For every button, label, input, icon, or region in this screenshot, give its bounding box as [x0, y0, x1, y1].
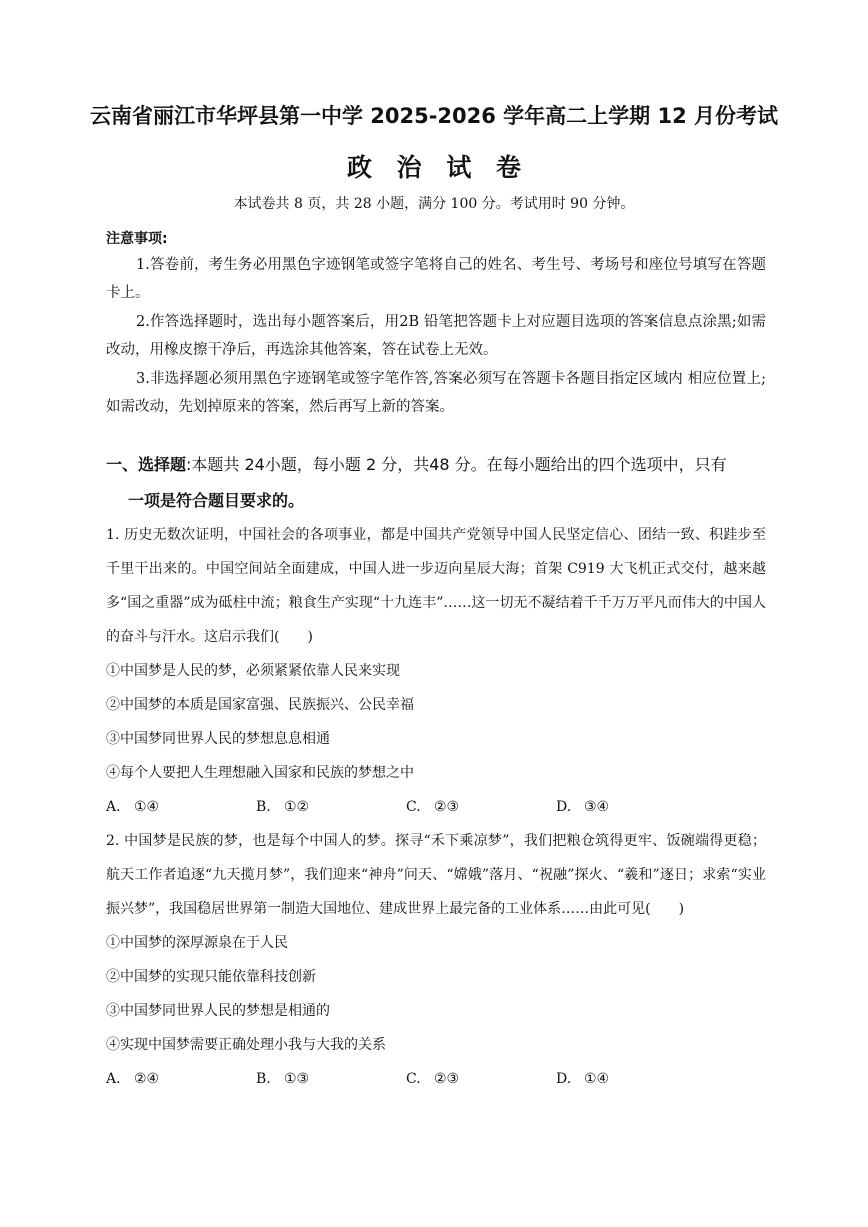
option-letter: C. [406, 799, 421, 815]
answer-option-b[interactable] [256, 790, 406, 824]
question-statement: ③中国梦同世界人民的梦想是相通的 [106, 1003, 330, 1019]
option-text: ②③ [434, 799, 460, 815]
option-letter: A. [106, 799, 121, 815]
option-letter: C. [406, 1071, 421, 1087]
answer-option-d[interactable] [556, 1062, 706, 1096]
question-2 [106, 824, 766, 1096]
option-text: ②③ [434, 1071, 460, 1087]
question-statement: ①中国梦是人民的梦，必须紧紧依靠人民来实现 [106, 663, 400, 679]
section-instructions: :本题共 24小题，每小题 2 分，共48 分。在每小题给出的四个选项中，只有 [186, 455, 727, 474]
answer-option-b[interactable] [256, 1062, 406, 1096]
option-text: ①④ [584, 1071, 610, 1087]
question-stem: 2. 中国梦是民族的梦，也是每个中国人的梦。探寻“禾下乘凉梦”，我们把粮仓筑得更牢、饭碗端得更稳；航天工作者追逐“九天揽月梦”，我们迎来“神舟”问天、“嫦娥”落月、“祝融”探火、“羲和”逐日；求索“实业振兴梦”，我国稳居世界第一制造大国地位、建成世界上最完备的工业体系……由此可见( ) [106, 833, 766, 917]
option-letter: D. [556, 1071, 572, 1087]
option-text: ①④ [134, 799, 160, 815]
question-statement: ①中国梦的深厚源泉在于人民 [106, 935, 288, 951]
answer-option-a[interactable] [106, 1062, 256, 1096]
notes-heading: 注意事项: [106, 231, 168, 247]
school-title: 云南省丽江市华坪县第一中学 2025-2026 学年高二上学期 12 月份考试 [89, 104, 779, 128]
question-statement: ②中国梦的本质是国家富强、民族振兴、公民幸福 [106, 697, 414, 713]
question-statement: ④实现中国梦需要正确处理小我与大我的关系 [106, 1037, 386, 1053]
answer-option-d[interactable] [556, 790, 706, 824]
questions-list [106, 518, 766, 1096]
question-statement: ③中国梦同世界人民的梦想息息相通 [106, 731, 330, 747]
option-text: ①② [284, 799, 310, 815]
answer-option-c[interactable] [406, 790, 556, 824]
notes-item: 1.答卷前，考生务必用黑色字迹钢笔或签字笔将自己的姓名、考生号、考场号和座位号填写在答题卡上。 [106, 257, 766, 301]
option-text: ②④ [134, 1071, 160, 1087]
answer-option-a[interactable] [106, 790, 256, 824]
question-stem: 1. 历史无数次证明，中国社会的各项事业，都是中国共产党领导中国人民坚定信心、团结一致、积跬步至千里干出来的。中国空间站全面建成，中国人进一步迈向星辰大海；首架 C919 大飞机正式交付，越来越多“国之重器”成为砥柱中流；粮食生产实现“十九连丰”……这一切无不凝结着千千万万平凡而伟大的中国人的奋斗与汗水。这启示我们( ) [106, 527, 766, 645]
option-letter: D. [556, 799, 572, 815]
question-statement: ④每个人要把人生理想融入国家和民族的梦想之中 [106, 765, 414, 781]
notes-item: 2.作答选择题时，选出每小题答案后，用2B 铅笔把答题卡上对应题目选项的答案信息点涂黑;如需改动，用橡皮擦干净后，再选涂其他答案，答在试卷上无效。 [106, 314, 766, 358]
answer-options [106, 1062, 766, 1096]
exam-info: 本试卷共 8 页，共 28 小题，满分 100 分。考试用时 90 分钟。 [233, 196, 635, 212]
option-text: ③④ [584, 799, 610, 815]
exam-title: 政 治 试 卷 [346, 153, 522, 182]
answer-option-c[interactable] [406, 1062, 556, 1096]
section-label: 一、选择题 [106, 455, 187, 474]
notes-list [106, 251, 766, 422]
option-text: ①③ [284, 1071, 310, 1087]
answer-options [106, 790, 766, 824]
notes-item: 3.非选择题必须用黑色字迹钢笔或签字笔作答,答案必须写在答题卡各题目指定区域内 相应位置上;如需改动，先划掉原来的答案，然后再写上新的答案。 [106, 371, 766, 415]
option-letter: A. [106, 1071, 121, 1087]
option-letter: B. [256, 1071, 271, 1087]
section-heading [106, 447, 768, 519]
question-statement: ②中国梦的实现只能依靠科技创新 [106, 969, 316, 985]
question-1 [106, 518, 766, 824]
section-heading-line1 [106, 447, 768, 483]
option-letter: B. [256, 799, 271, 815]
section-instructions-line2: 一项是符合题目要求的。 [128, 491, 305, 510]
